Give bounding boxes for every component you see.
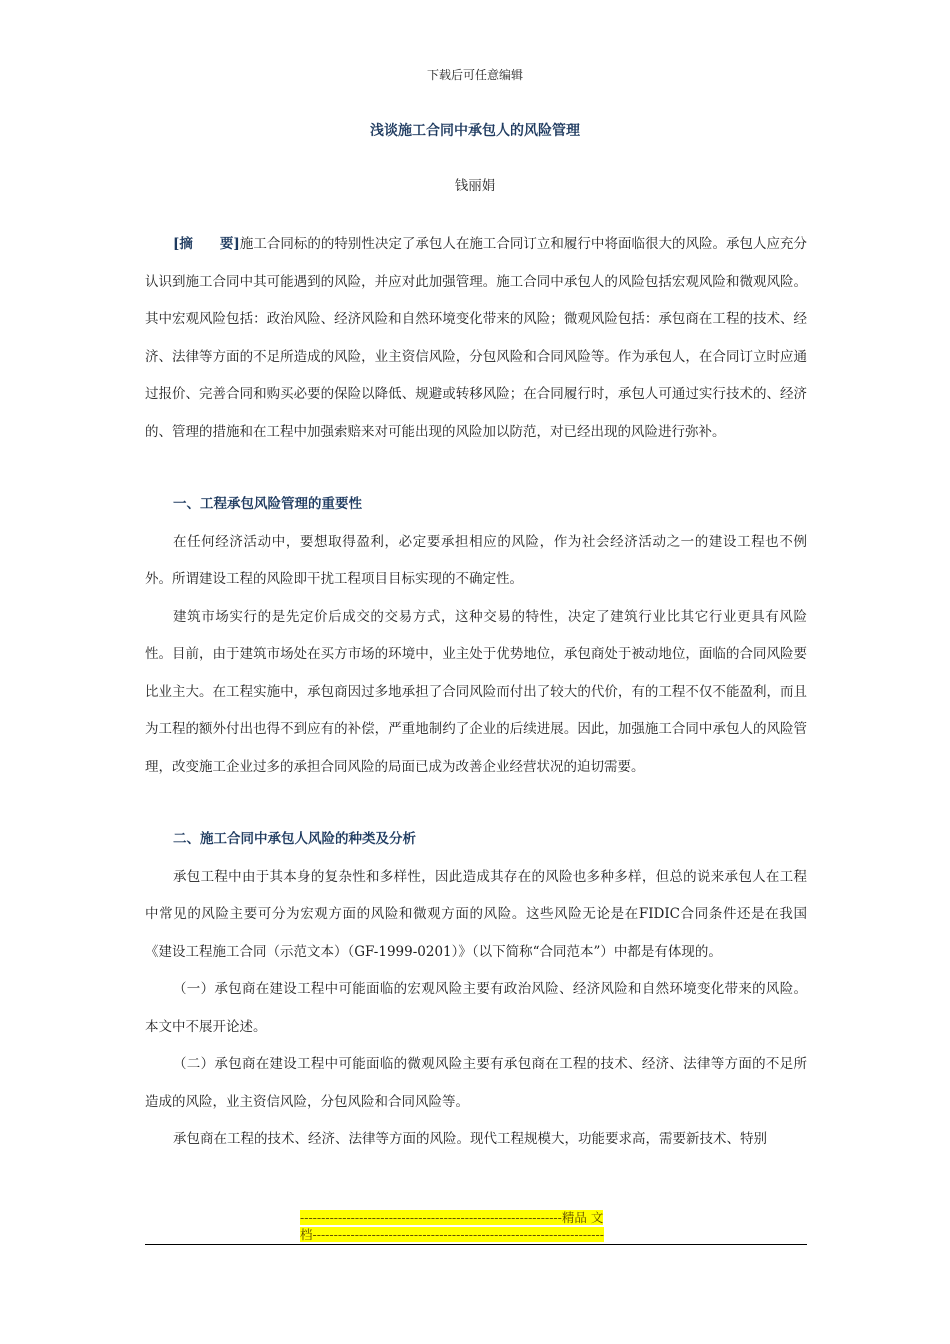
body-paragraph: （一）承包商在建设工程中可能面临的宏观风险主要有政治风险、经济风险和自然环境变化带来的风险。本文中不展开论述。 (145, 981, 807, 1035)
footer-line-2 (300, 1226, 650, 1243)
body-paragraph: 承包工程中由于其本身的复杂性和多样性，因此造成其存在的风险也多种多样，但总的说来承包人在工程中常见的风险主要可分为宏观方面的风险和微观方面的风险。这些风险无论是在FIDIC合同条件还是在我国《建设工程施工合同（示范文本）（GF-1999-0201）》（以下简称“合同范本”）中都是有体现的。 (145, 868, 807, 960)
header-note: 下载后可任意编辑 (426, 68, 523, 82)
document-title: 浅谈施工合同中承包人的风险管理 (370, 123, 580, 139)
body-paragraph: 建筑市场实行的是先定价后成交的交易方式，这种交易的特性，决定了建筑行业比其它行业更具有风险性。目前，由于建筑市场处在买方市场的环境中，业主处于优势地位，承包商处于被动地位，面临的合同风险要比业主大。在工程实施中，承包商因过多地承担了合同风险而付出了较大的代价，有的工程不仅不能盈利，而且为工程的额外付出也得不到应有的补偿，严重地制约了企业的后续进展。因此，加强施工合同中承包人的风险管理，改变施工企业过多的承担合同风险的局面已成为改善企业经营状况的迫切需要。 (145, 608, 807, 775)
section-heading-1: 一、工程承包风险管理的重要性 (173, 496, 362, 512)
body-paragraph: （二）承包商在建设工程中可能面临的微观风险主要有承包商在工程的技术、经济、法律等方面的不足所造成的风险，业主资信风险，分包风险和合同风险等。 (145, 1056, 807, 1110)
spacer (145, 451, 807, 486)
abstract-paragraph (145, 226, 807, 451)
author-name: 钱丽娟 (454, 178, 496, 194)
spacer (145, 786, 807, 821)
footer-divider (145, 1244, 807, 1245)
abstract-label: [摘 要] (173, 236, 240, 252)
footer-line-1 (300, 1209, 650, 1226)
footer-text-2: 档--------------------------------------------------------------------- (300, 1227, 604, 1242)
abstract-text: 施工合同标的的特别性决定了承包人在施工合同订立和履行中将面临很大的风险。承包人应充分认识到施工合同中其可能遇到的风险，并应对此加强管理。施工合同中承包人的风险包括宏观风险和微观风险。其中宏观风险包括：政治风险、经济风险和自然环境变化带来的风险；微观风险包括：承包商在工程的技术、经济、法律等方面的不足所造成的风险，业主资信风险，分包风险和合同风险等。作为承包人，在合同订立时应通过报价、完善合同和购买必要的保险以降低、规避或转移风险；在合同履行时，承包人可通过实行技术的、经济的、管理的措施和在工程中加强索赔来对可能出现的风险加以防范，对已经出现的风险进行弥补。 (145, 236, 808, 440)
section-heading-2: 二、施工合同中承包人风险的种类及分析 (173, 831, 416, 847)
footer-watermark (300, 1209, 650, 1243)
body-paragraph: 在任何经济活动中，要想取得盈利，必定要承担相应的风险，作为社会经济活动之一的建设工程也不例外。所谓建设工程的风险即干扰工程项目目标实现的不确定性。 (145, 533, 807, 587)
footer-text-1: --------------------------------------------------------------精品 文 (300, 1210, 604, 1225)
body-paragraph: 承包商在工程的技术、经济、法律等方面的风险。现代工程规模大，功能要求高，需要新技术、特别 (173, 1131, 767, 1147)
document-body (145, 226, 807, 1159)
